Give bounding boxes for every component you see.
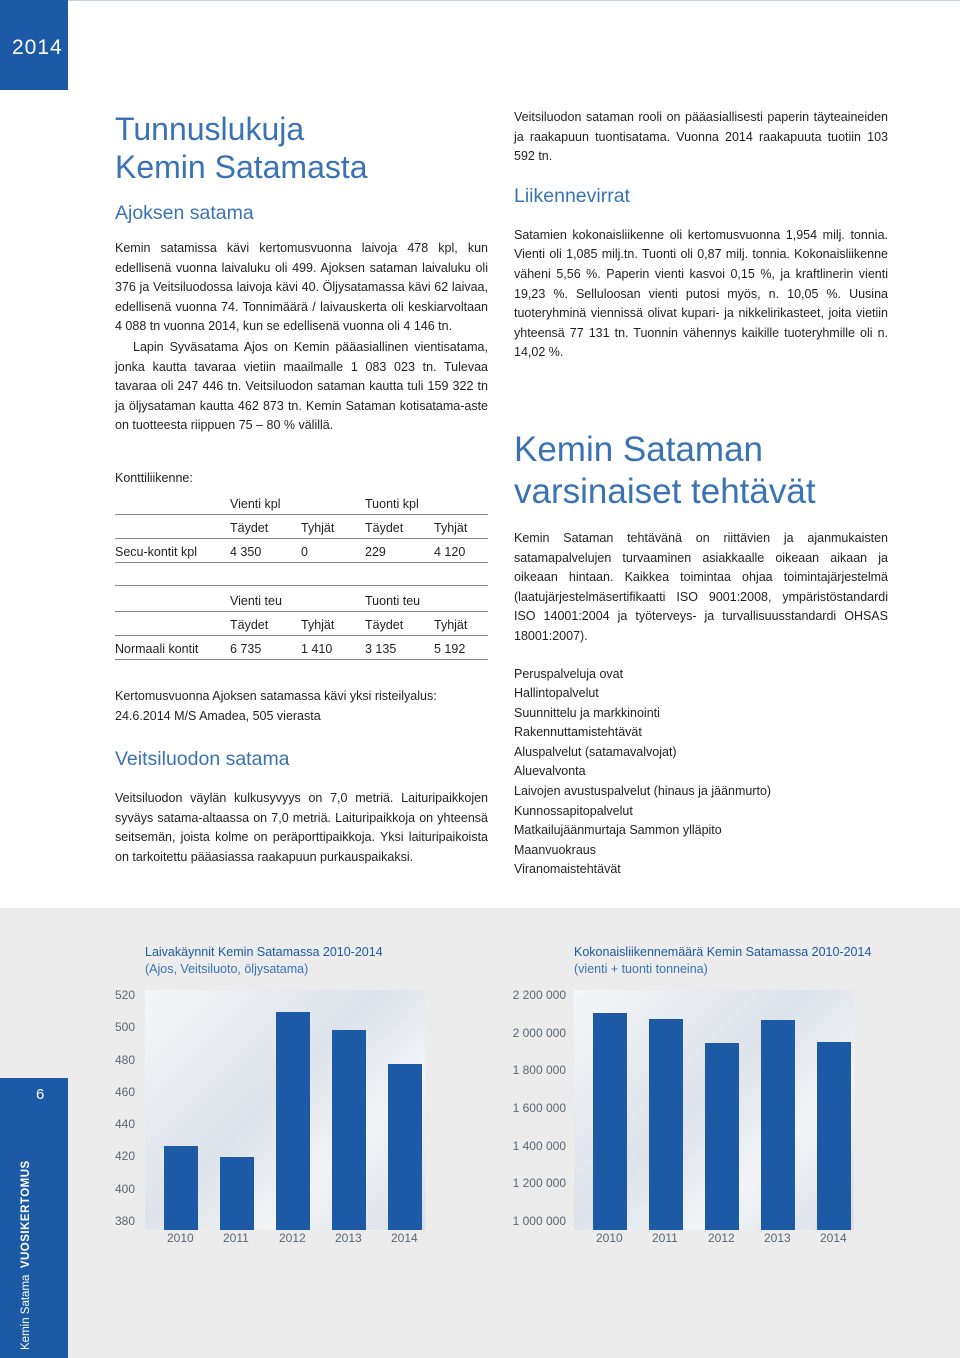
- import-teu-header: Tuonti teu: [365, 594, 421, 608]
- table-subheader: Tyhjät: [434, 521, 468, 535]
- y-tick-label: 1 400 000: [512, 1138, 566, 1153]
- chart-bar: [705, 1043, 739, 1230]
- x-category-label: 2013: [335, 1231, 362, 1245]
- table-cell: 4 120: [434, 545, 466, 559]
- page-number: 6: [36, 1086, 45, 1103]
- chart-bar: [332, 1030, 366, 1230]
- table-cell: 1 410: [301, 642, 333, 656]
- side-label-bold: VUOSIKERTOMUS: [20, 1160, 32, 1269]
- veitsiluoto-heading: Veitsiluodon satama: [115, 748, 290, 771]
- table-cell: 5 192: [434, 642, 466, 656]
- table-rule: [115, 514, 488, 515]
- chart-bar: [649, 1019, 683, 1230]
- chart-bar: [761, 1020, 795, 1230]
- year-label: 2014: [12, 36, 63, 59]
- service-item: Viranomaistehtävät: [514, 862, 621, 877]
- table-subheader: Täydet: [230, 618, 269, 632]
- x-category-label: 2012: [279, 1231, 306, 1245]
- traffic-heading: Liikennevirrat: [514, 184, 630, 207]
- services-heading: Peruspalveluja ovat: [514, 666, 624, 681]
- chart1-title: Laivakäynnit Kemin Satamassa 2010-2014: [145, 945, 383, 959]
- chart1-plot: [145, 990, 425, 1230]
- chart1-title-block: [145, 944, 383, 978]
- x-category-label: 2012: [708, 1231, 735, 1245]
- tasks-heading-line2: varsinaiset tehtävät: [514, 471, 816, 511]
- y-tick-label: 400: [114, 1181, 135, 1196]
- table-rule: [115, 635, 488, 636]
- right-column: [514, 108, 888, 880]
- chart-bar: [276, 1012, 310, 1230]
- y-tick-label: 520: [114, 988, 135, 1002]
- chart-bar: [593, 1013, 627, 1230]
- import-kpl-header: Tuonti kpl: [365, 497, 419, 511]
- tasks-paragraph: Kemin Sataman tehtävänä on riittävien ja ajanmukaisten satamapalvelujen turvaaminen asiakkaalle oikeaan aikaan ja oikeaan hintaan. Kaikkea toimintaa ohjaa toimintajärjestelmä (laatujärjestelmäsertifikaatti ISO 9001:2008, ympäristöstandardi ISO 14001:2004 ja työterveys- ja turvallisuusstandardi OHSAS 18001:2007).: [514, 530, 888, 643]
- left-column-lower: [115, 687, 488, 868]
- table-subheader: Tyhjät: [434, 618, 468, 632]
- y-tick-label: 420: [114, 1149, 135, 1164]
- y-tick-label: 460: [114, 1084, 135, 1099]
- tasks-heading: [514, 429, 888, 513]
- table-cell: 6 735: [230, 642, 262, 656]
- veitsiluoto-paragraph: Veitsiluodon väylän kulkusyvyys on 7,0 metriä. Laituripaikkojen syväys satama-altaassa on 7,0 metriä. Laituripaikkoja on yhteensä seitsemän, joista kolme on peräporttipaikkoja. Yksi laituripaikoista on tarkoitettu pääasiassa raakapuun purkauspaikaksi.: [115, 791, 488, 864]
- table-subheader: Täydet: [365, 521, 404, 535]
- veitsiluoto-role-paragraph: Veitsiluodon sataman rooli on pääasiallisesti paperin täyteaineiden ja raakapuun tuontisatama. Vuonna 2014 raakapuuta tuotiin 103 592 tn.: [514, 110, 888, 164]
- y-tick-label: 440: [114, 1117, 135, 1132]
- side-band: [0, 1078, 68, 1358]
- cruise-text: Kertomusvuonna Ajoksen satamassa kävi yksi risteilyalus: 24.6.2014 M/S Amadea, 505 vierasta: [115, 689, 437, 723]
- table-cell: 0: [301, 545, 308, 559]
- service-item: Rakennuttamistehtävät: [514, 725, 642, 740]
- table-rule: [115, 611, 488, 612]
- chart-bar: [817, 1042, 851, 1230]
- tasks-heading-line1: Kemin Sataman: [514, 429, 764, 469]
- page-title: [115, 110, 488, 186]
- y-tick-label: 2 200 000: [512, 988, 566, 1002]
- chart2-plot: [574, 990, 854, 1230]
- table-rule: [115, 585, 488, 586]
- y-tick-label: 1 600 000: [512, 1101, 566, 1115]
- normaali-row-label: Normaali kontit: [115, 642, 199, 656]
- chart-bar: [388, 1064, 422, 1230]
- service-item: Aluspalvelut (satamavalvojat): [514, 744, 677, 759]
- table-subheader: Tyhjät: [301, 618, 335, 632]
- page-title-line2: Kemin Satamasta: [115, 149, 368, 185]
- chart-bar: [164, 1146, 198, 1230]
- x-category-label: 2013: [764, 1231, 791, 1245]
- y-tick-label: 480: [114, 1052, 135, 1067]
- export-teu-header: Vienti teu: [230, 594, 282, 608]
- x-category-label: 2014: [391, 1231, 418, 1245]
- table-rule: [115, 538, 488, 539]
- y-tick-label: 500: [114, 1020, 135, 1035]
- table-cell: 229: [365, 545, 386, 559]
- y-tick-label: 2 000 000: [512, 1025, 566, 1040]
- side-label-light: Kemin Satama: [20, 1274, 32, 1350]
- ajos-paragraph-2: Lapin Syväsatama Ajos on Kemin pääasiallinen vientisatama, jonka kautta tavaraa vietiin maailmalle 1 083 023 tn. Tulevaa tavaraa oli 247 446 tn. Veitsiluodon sataman kautta tuli 159 322 tn ja öljysataman kautta 462 873 tn. Kemin Sataman kotisatama-aste on tuotteesta riippuen 75 – 80 % välillä.: [115, 339, 488, 433]
- y-tick-label: 1 800 000: [512, 1063, 566, 1078]
- service-item: Maanvuokraus: [514, 842, 596, 857]
- page-title-line1: Tunnuslukuja: [115, 111, 305, 147]
- table-rule: [115, 562, 488, 563]
- y-tick-label: 1 200 000: [512, 1176, 566, 1191]
- chart-bar: [220, 1157, 254, 1230]
- service-item: Matkailujäänmurtaja Sammon ylläpito: [514, 823, 722, 838]
- ajos-paragraph-1: Kemin satamissa kävi kertomusvuonna laivoja 478 kpl, kun edellisenä vuonna laivaluku oli 499. Ajoksen sataman laivaluku oli 376 ja Veitsiluodossa laivoja kävi 40. Öljysatamassa kävi 62 laivaa, edellisenä vuonna 74. Tonnimäärä / laivauskerta oli keskiarvoltaan 4 088 tn vuonna 2014, kun se edellisenä vuonna oli 4 146 tn.: [115, 241, 488, 334]
- table-subheader: Täydet: [230, 521, 269, 535]
- table-cell: 3 135: [365, 642, 397, 656]
- service-item: Hallintopalvelut: [514, 686, 599, 701]
- header-rule: [68, 0, 960, 1]
- traffic-paragraph: Satamien kokonaisliikenne oli kertomusvuonna 1,954 milj. tonnia. Vienti oli 1,085 milj.tn. Tuonti oli 0,87 milj. tonnia. Kokonaisliikenne väheni 5,56 %. Paperin vienti kasvoi 0,15 %, ja kraftlinerin vienti 19,23 %. Selluloosan vienti putosi myös, n. 10,05 %. Uusina tuoteryhminä viennissä olivat kupari- ja nikkelirikasteet, joita vietiin yhteensä 77 131 tn. Tuonnin vähennys kaikille tuoteryhmille oli n. 14,02 %.: [514, 227, 888, 360]
- x-category-label: 2011: [223, 1231, 249, 1245]
- x-category-label: 2014: [820, 1231, 847, 1245]
- x-category-label: 2010: [596, 1231, 623, 1245]
- table-subheader: Täydet: [365, 618, 404, 632]
- chart2-title-block: [574, 944, 871, 978]
- side-label: [20, 1160, 32, 1350]
- y-tick-label: 380: [114, 1214, 135, 1228]
- service-item: Aluevalvonta: [514, 764, 586, 779]
- service-item: Kunnossapitopalvelut: [514, 803, 633, 818]
- y-tick-label: 1 000 000: [512, 1214, 566, 1228]
- chart2-subtitle: (vienti + tuonti tonneina): [574, 962, 708, 976]
- chart2-title: Kokonaisliikennemäärä Kemin Satamassa 2010-2014: [574, 945, 872, 959]
- table-rule: [115, 659, 488, 660]
- x-category-label: 2010: [167, 1231, 194, 1245]
- container-table-title: Konttiliikenne:: [115, 471, 193, 485]
- secu-row-label: Secu-kontit kpl: [115, 545, 197, 559]
- ajos-heading: Ajoksen satama: [115, 202, 254, 224]
- export-kpl-header: Vienti kpl: [230, 497, 281, 511]
- service-item: Suunnittelu ja markkinointi: [514, 705, 660, 720]
- services-list: [514, 684, 888, 880]
- x-category-label: 2011: [652, 1231, 678, 1245]
- table-subheader: Tyhjät: [301, 521, 335, 535]
- left-column: [115, 110, 488, 436]
- chart1-subtitle: (Ajos, Veitsiluoto, öljysatama): [145, 962, 309, 976]
- table-cell: 4 350: [230, 545, 262, 559]
- service-item: Laivojen avustuspalvelut (hinaus ja jäänmurto): [514, 784, 772, 799]
- year-badge: [0, 0, 68, 90]
